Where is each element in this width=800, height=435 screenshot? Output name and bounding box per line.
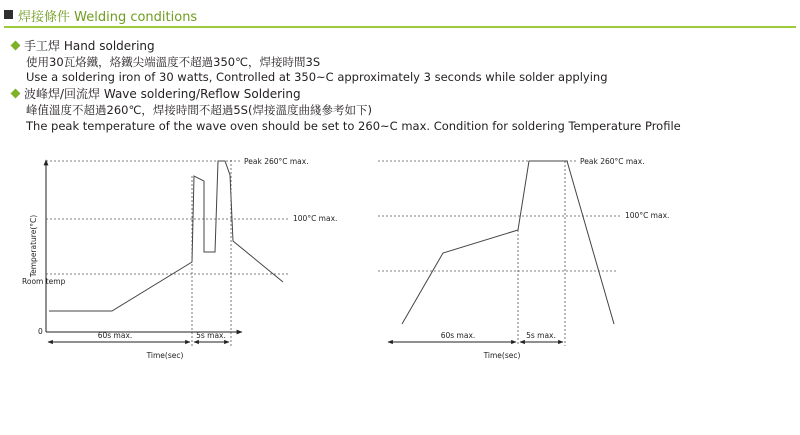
temperature-curve [49, 161, 283, 311]
x-axis-label: Time(sec) [146, 351, 184, 360]
duration-label-5s: 5s max. [526, 331, 556, 340]
y-tick-zero: 0 [38, 327, 43, 336]
wave-soldering-title: 波峰焊/回流焊 Wave soldering/Reflow Soldering [24, 87, 301, 101]
y-tick-room: Room temp [22, 277, 66, 286]
ref-label-peak: Peak 260°C max. [580, 157, 645, 166]
chart-reflow-soldering [378, 157, 669, 360]
duration-label-60s: 60s max. [97, 331, 133, 340]
ref-label-peak: Peak 260°C max. [244, 157, 309, 166]
duration-label-5s: 5s max. [196, 331, 226, 340]
x-axis-label: Time(sec) [483, 351, 521, 360]
ref-label-100: 100°C max. [625, 211, 670, 220]
y-axis-label: Temperature(°C) [29, 214, 38, 278]
temperature-curve [402, 161, 614, 324]
wave-soldering-en: The peak temperature of the wave oven should be set to 260~C max. Condition for soldering Temperature Profile [26, 119, 681, 133]
hand-soldering-title: 手工焊 Hand soldering [24, 39, 155, 53]
hand-soldering-en: Use a soldering iron of 30 watts, Controlled at 350~C approximately 3 seconds while solder applying [26, 70, 608, 84]
chart-wave-soldering [22, 157, 337, 360]
wave-soldering-zh: 峰值溫度不超過260℃，焊接時間不超過5S(焊接溫度曲綫參考如下) [26, 103, 372, 117]
duration-label-60s: 60s max. [440, 331, 476, 340]
hand-soldering-zh: 使用30瓦烙鐵，烙鐵尖端溫度不超過350℃，焊接時間3S [26, 55, 321, 69]
section-title: 焊接條件 Welding conditions [18, 10, 198, 25]
ref-label-100: 100°C max. [293, 214, 338, 223]
